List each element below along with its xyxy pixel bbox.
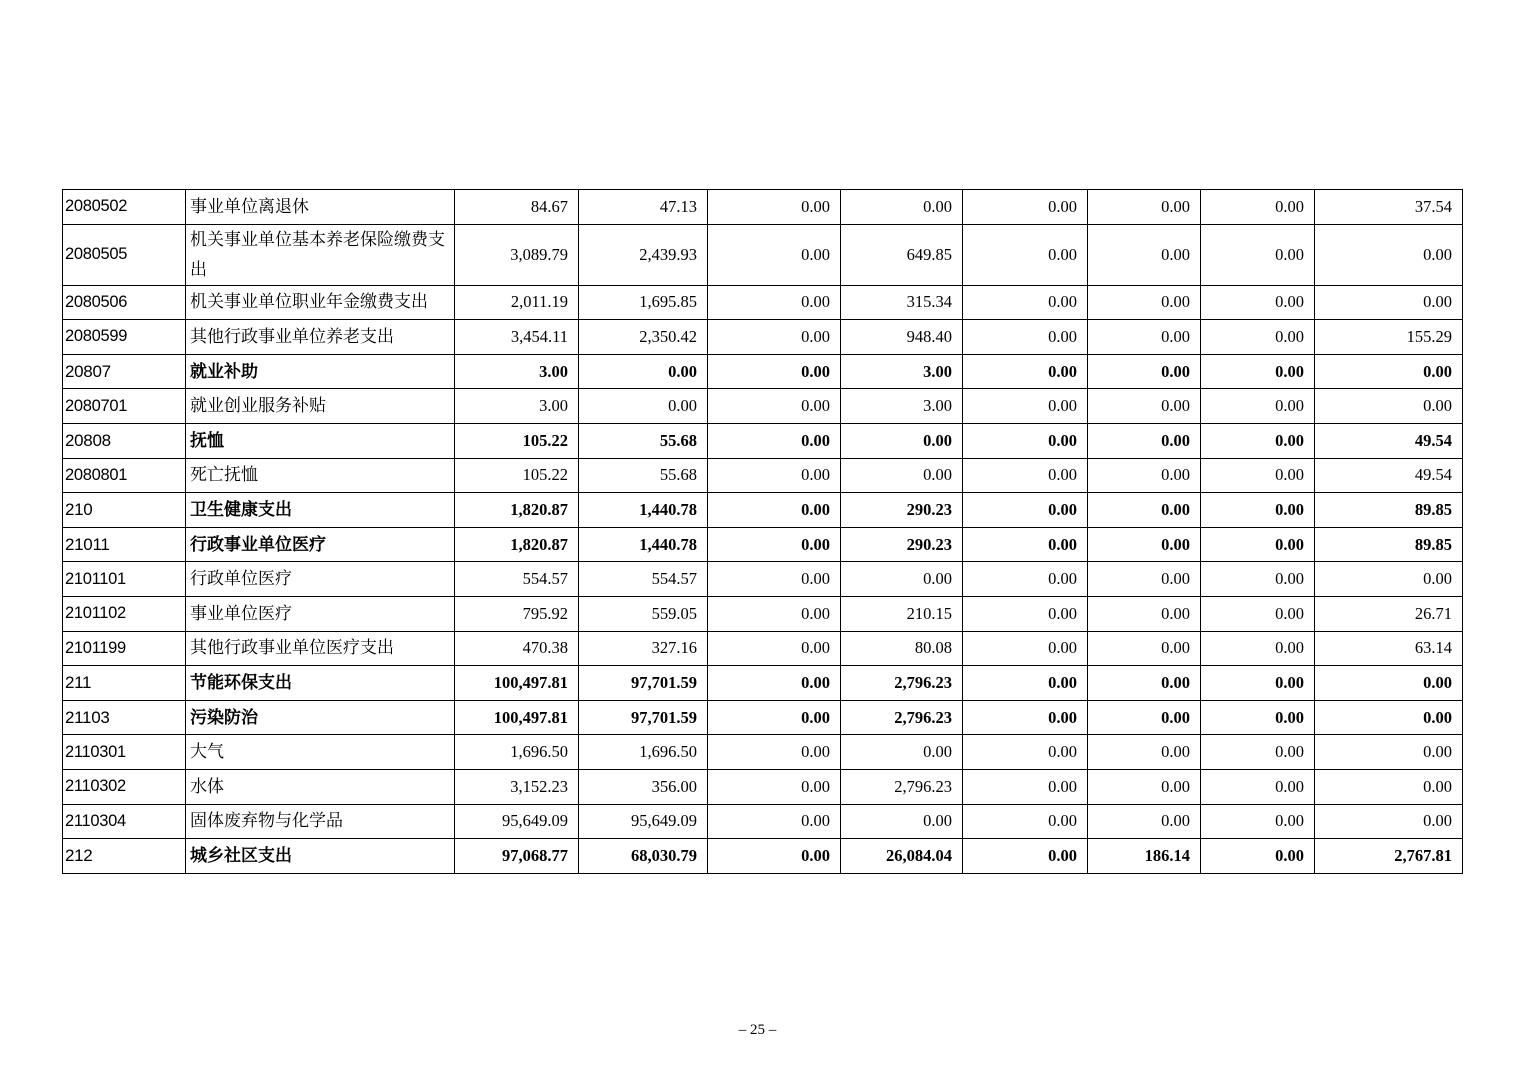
subject-code-cell: 210 [63,493,186,528]
table-row [63,493,1463,528]
amount-cell: 97,701.59 [579,666,708,701]
amount-cell: 0.00 [708,224,841,285]
amount-cell: 105.22 [455,458,579,493]
table-row [63,631,1463,666]
amount-cell: 0.00 [708,596,841,631]
amount-cell: 0.00 [1201,562,1315,597]
amount-cell: 0.00 [963,224,1088,285]
amount-cell: 0.00 [1201,493,1315,528]
amount-cell: 0.00 [1315,562,1463,597]
amount-cell: 80.08 [841,631,963,666]
amount-cell: 0.00 [1315,769,1463,804]
amount-cell: 1,440.78 [579,493,708,528]
amount-cell: 0.00 [1088,458,1201,493]
amount-cell: 0.00 [841,804,963,839]
table-row [63,666,1463,701]
amount-cell: 0.00 [708,320,841,355]
subject-name-cell: 水体 [186,769,455,804]
amount-cell: 290.23 [841,527,963,562]
amount-cell: 0.00 [963,700,1088,735]
amount-cell: 0.00 [708,458,841,493]
amount-cell: 0.00 [1088,700,1201,735]
amount-cell: 47.13 [579,190,708,225]
table-row [63,596,1463,631]
amount-cell: 0.00 [963,769,1088,804]
amount-cell: 3,454.11 [455,320,579,355]
amount-cell: 2,796.23 [841,700,963,735]
subject-name-cell: 城乡社区支出 [186,839,455,874]
table-row [63,562,1463,597]
subject-code-cell: 20807 [63,354,186,389]
subject-name-cell: 卫生健康支出 [186,493,455,528]
subject-name-cell: 节能环保支出 [186,666,455,701]
amount-cell: 0.00 [1315,700,1463,735]
subject-code-cell: 2101199 [63,631,186,666]
amount-cell: 0.00 [1201,285,1315,320]
amount-cell: 37.54 [1315,190,1463,225]
amount-cell: 0.00 [708,527,841,562]
budget-table-body [63,190,1463,874]
amount-cell: 186.14 [1088,839,1201,874]
subject-code-cell: 2080701 [63,389,186,424]
amount-cell: 0.00 [708,562,841,597]
amount-cell: 327.16 [579,631,708,666]
table-row [63,769,1463,804]
subject-name-cell: 固体废弃物与化学品 [186,804,455,839]
subject-code-cell: 212 [63,839,186,874]
subject-name-cell: 事业单位离退休 [186,190,455,225]
amount-cell: 1,695.85 [579,285,708,320]
subject-code-cell: 211 [63,666,186,701]
amount-cell: 3,089.79 [455,224,579,285]
amount-cell: 0.00 [1315,735,1463,770]
table-row [63,735,1463,770]
amount-cell: 0.00 [841,190,963,225]
amount-cell: 0.00 [1201,458,1315,493]
amount-cell: 0.00 [1315,285,1463,320]
subject-code-cell: 21011 [63,527,186,562]
amount-cell: 0.00 [963,493,1088,528]
amount-cell: 0.00 [963,285,1088,320]
amount-cell: 0.00 [963,527,1088,562]
amount-cell: 55.68 [579,423,708,458]
amount-cell: 0.00 [708,735,841,770]
amount-cell: 0.00 [1088,423,1201,458]
amount-cell: 0.00 [1088,527,1201,562]
subject-name-cell: 行政单位医疗 [186,562,455,597]
amount-cell: 0.00 [708,804,841,839]
amount-cell: 1,820.87 [455,527,579,562]
subject-code-cell: 2110304 [63,804,186,839]
amount-cell: 0.00 [708,285,841,320]
amount-cell: 0.00 [963,562,1088,597]
subject-name-cell: 污染防治 [186,700,455,735]
amount-cell: 0.00 [1088,562,1201,597]
amount-cell: 3.00 [455,389,579,424]
amount-cell: 0.00 [708,493,841,528]
amount-cell: 0.00 [1201,596,1315,631]
amount-cell: 155.29 [1315,320,1463,355]
table-row [63,839,1463,874]
amount-cell: 2,796.23 [841,769,963,804]
amount-cell: 68,030.79 [579,839,708,874]
amount-cell: 1,440.78 [579,527,708,562]
amount-cell: 0.00 [1201,700,1315,735]
amount-cell: 0.00 [1088,631,1201,666]
amount-cell: 0.00 [1088,769,1201,804]
amount-cell: 290.23 [841,493,963,528]
subject-name-cell: 机关事业单位基本养老保险缴费支出 [186,224,455,285]
subject-code-cell: 2080502 [63,190,186,225]
amount-cell: 3.00 [841,389,963,424]
amount-cell: 554.57 [455,562,579,597]
amount-cell: 0.00 [1201,735,1315,770]
amount-cell: 89.85 [1315,527,1463,562]
amount-cell: 0.00 [579,354,708,389]
subject-name-cell: 就业补助 [186,354,455,389]
table-row [63,458,1463,493]
subject-code-cell: 21103 [63,700,186,735]
amount-cell: 0.00 [841,562,963,597]
amount-cell: 0.00 [1315,389,1463,424]
subject-name-cell: 其他行政事业单位医疗支出 [186,631,455,666]
amount-cell: 0.00 [579,389,708,424]
subject-code-cell: 2101102 [63,596,186,631]
amount-cell: 0.00 [708,354,841,389]
amount-cell: 0.00 [1315,224,1463,285]
amount-cell: 2,796.23 [841,666,963,701]
amount-cell: 0.00 [1315,666,1463,701]
amount-cell: 0.00 [841,735,963,770]
amount-cell: 2,767.81 [1315,839,1463,874]
subject-name-cell: 行政事业单位医疗 [186,527,455,562]
amount-cell: 0.00 [708,769,841,804]
amount-cell: 948.40 [841,320,963,355]
amount-cell: 97,701.59 [579,700,708,735]
subject-code-cell: 2080599 [63,320,186,355]
amount-cell: 0.00 [1201,190,1315,225]
amount-cell: 210.15 [841,596,963,631]
subject-code-cell: 2080801 [63,458,186,493]
amount-cell: 0.00 [1315,354,1463,389]
amount-cell: 0.00 [963,596,1088,631]
amount-cell: 0.00 [1088,735,1201,770]
amount-cell: 0.00 [963,666,1088,701]
table-row [63,190,1463,225]
amount-cell: 0.00 [1201,804,1315,839]
subject-code-cell: 2110301 [63,735,186,770]
amount-cell: 0.00 [708,631,841,666]
amount-cell: 0.00 [1201,769,1315,804]
subject-code-cell: 2080505 [63,224,186,285]
amount-cell: 0.00 [1201,423,1315,458]
amount-cell: 649.85 [841,224,963,285]
page-number: – 25 – [738,1022,777,1038]
amount-cell: 0.00 [708,389,841,424]
subject-name-cell: 事业单位医疗 [186,596,455,631]
amount-cell: 1,696.50 [455,735,579,770]
amount-cell: 26.71 [1315,596,1463,631]
amount-cell: 1,696.50 [579,735,708,770]
table-row [63,224,1463,285]
amount-cell: 795.92 [455,596,579,631]
budget-table [62,189,1463,874]
subject-name-cell: 其他行政事业单位养老支出 [186,320,455,355]
amount-cell: 0.00 [963,389,1088,424]
amount-cell: 0.00 [841,423,963,458]
amount-cell: 0.00 [1088,804,1201,839]
amount-cell: 63.14 [1315,631,1463,666]
amount-cell: 3.00 [455,354,579,389]
subject-code-cell: 2080506 [63,285,186,320]
amount-cell: 97,068.77 [455,839,579,874]
amount-cell: 0.00 [1201,389,1315,424]
amount-cell: 0.00 [1088,320,1201,355]
amount-cell: 0.00 [963,423,1088,458]
amount-cell: 0.00 [1088,666,1201,701]
amount-cell: 2,350.42 [579,320,708,355]
amount-cell: 95,649.09 [579,804,708,839]
amount-cell: 3.00 [841,354,963,389]
subject-name-cell: 抚恤 [186,423,455,458]
amount-cell: 315.34 [841,285,963,320]
table-row [63,700,1463,735]
amount-cell: 0.00 [1201,320,1315,355]
amount-cell: 0.00 [1088,224,1201,285]
amount-cell: 2,011.19 [455,285,579,320]
amount-cell: 3,152.23 [455,769,579,804]
amount-cell: 0.00 [708,423,841,458]
amount-cell: 0.00 [708,839,841,874]
amount-cell: 0.00 [1088,354,1201,389]
table-row [63,527,1463,562]
amount-cell: 0.00 [1088,596,1201,631]
table-row [63,285,1463,320]
amount-cell: 89.85 [1315,493,1463,528]
amount-cell: 0.00 [1201,224,1315,285]
amount-cell: 0.00 [963,320,1088,355]
amount-cell: 0.00 [708,190,841,225]
amount-cell: 26,084.04 [841,839,963,874]
amount-cell: 49.54 [1315,458,1463,493]
amount-cell: 0.00 [1201,839,1315,874]
amount-cell: 0.00 [1201,666,1315,701]
subject-code-cell: 2110302 [63,769,186,804]
amount-cell: 0.00 [708,666,841,701]
amount-cell: 0.00 [963,735,1088,770]
subject-name-cell: 就业创业服务补贴 [186,389,455,424]
amount-cell: 100,497.81 [455,666,579,701]
amount-cell: 105.22 [455,423,579,458]
amount-cell: 0.00 [963,839,1088,874]
amount-cell: 0.00 [963,354,1088,389]
amount-cell: 55.68 [579,458,708,493]
amount-cell: 0.00 [963,804,1088,839]
subject-name-cell: 大气 [186,735,455,770]
subject-code-cell: 20808 [63,423,186,458]
subject-name-cell: 机关事业单位职业年金缴费支出 [186,285,455,320]
amount-cell: 0.00 [1088,285,1201,320]
table-row [63,804,1463,839]
amount-cell: 2,439.93 [579,224,708,285]
amount-cell: 95,649.09 [455,804,579,839]
amount-cell: 0.00 [1201,354,1315,389]
amount-cell: 100,497.81 [455,700,579,735]
amount-cell: 356.00 [579,769,708,804]
amount-cell: 0.00 [841,458,963,493]
table-row [63,389,1463,424]
table-row [63,320,1463,355]
subject-name-cell: 死亡抚恤 [186,458,455,493]
amount-cell: 49.54 [1315,423,1463,458]
amount-cell: 0.00 [1088,389,1201,424]
amount-cell: 0.00 [963,458,1088,493]
amount-cell: 470.38 [455,631,579,666]
amount-cell: 559.05 [579,596,708,631]
amount-cell: 0.00 [1201,527,1315,562]
amount-cell: 0.00 [1088,190,1201,225]
amount-cell: 1,820.87 [455,493,579,528]
amount-cell: 554.57 [579,562,708,597]
subject-code-cell: 2101101 [63,562,186,597]
table-row [63,354,1463,389]
amount-cell: 0.00 [1201,631,1315,666]
amount-cell: 0.00 [963,631,1088,666]
table-row [63,423,1463,458]
amount-cell: 0.00 [963,190,1088,225]
amount-cell: 0.00 [1088,493,1201,528]
amount-cell: 84.67 [455,190,579,225]
amount-cell: 0.00 [1315,804,1463,839]
amount-cell: 0.00 [708,700,841,735]
